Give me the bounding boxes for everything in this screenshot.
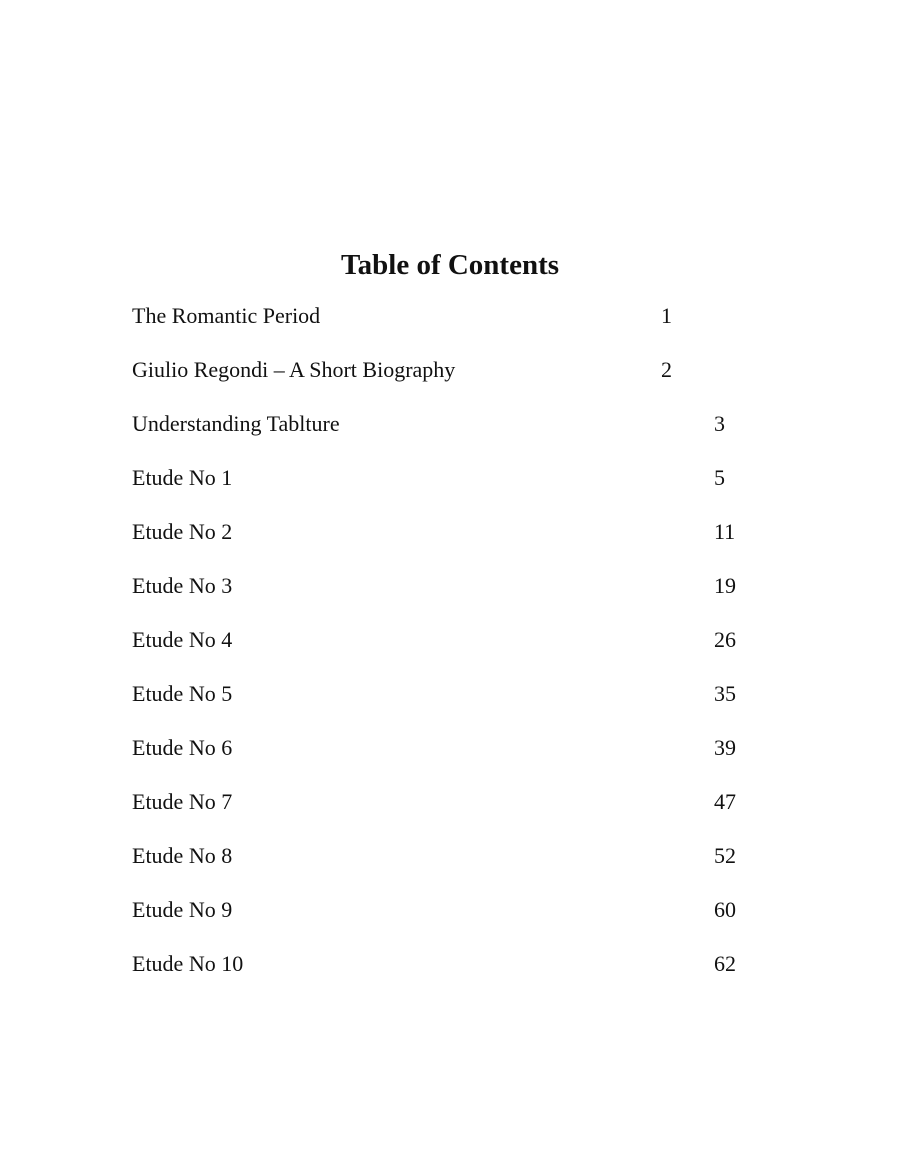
- toc-entry-page-number: 26: [714, 627, 736, 652]
- toc-entry-page-number: 62: [714, 951, 736, 976]
- toc-entry: [0, 625, 900, 679]
- toc-entry-title: Etude No 4: [132, 627, 233, 652]
- toc-entry: [0, 787, 900, 841]
- toc-entry-page-number: 5: [714, 465, 725, 490]
- toc-list: [0, 301, 900, 1003]
- toc-entry: [0, 679, 900, 733]
- toc-entry-title: Etude No 2: [132, 519, 233, 544]
- toc-entry-title: Etude No 1: [132, 465, 233, 490]
- toc-entry-title: Etude No 5: [132, 681, 233, 706]
- toc-entry-page-number: 19: [714, 573, 736, 598]
- toc-entry-page-number: 2: [661, 357, 672, 382]
- toc-entry: [0, 301, 900, 355]
- toc-entry: [0, 841, 900, 895]
- toc-entry-page-number: 52: [714, 843, 736, 868]
- toc-entry: [0, 949, 900, 1003]
- toc-entry-title: The Romantic Period: [132, 303, 321, 328]
- toc-entry-page-number: 1: [661, 303, 672, 328]
- toc-entry-page-number: 47: [714, 789, 736, 814]
- toc-entry-title: Giulio Regondi – A Short Biography: [132, 357, 456, 382]
- toc-entry-page-number: 35: [714, 681, 736, 706]
- toc-entry-title: Etude No 7: [132, 789, 233, 814]
- toc-entry: [0, 517, 900, 571]
- toc-entry: [0, 409, 900, 463]
- toc-entry: [0, 895, 900, 949]
- page-title: Table of Contents: [340, 249, 560, 281]
- toc-entry: [0, 355, 900, 409]
- toc-entry-title: Etude No 6: [132, 735, 233, 760]
- toc-entry-page-number: 60: [714, 897, 736, 922]
- toc-entry-title: Etude No 8: [132, 843, 233, 868]
- toc-entry-title: Etude No 10: [132, 951, 244, 976]
- toc-entry-title: Etude No 9: [132, 897, 233, 922]
- toc-entry-title: Etude No 3: [132, 573, 233, 598]
- toc-entry: [0, 733, 900, 787]
- toc-entry-page-number: 3: [714, 411, 725, 436]
- toc-entry: [0, 463, 900, 517]
- toc-entry-title: Understanding Tablture: [132, 411, 340, 436]
- toc-entry-page-number: 11: [714, 519, 736, 544]
- toc-entry-page-number: 39: [714, 735, 736, 760]
- toc-entry: [0, 571, 900, 625]
